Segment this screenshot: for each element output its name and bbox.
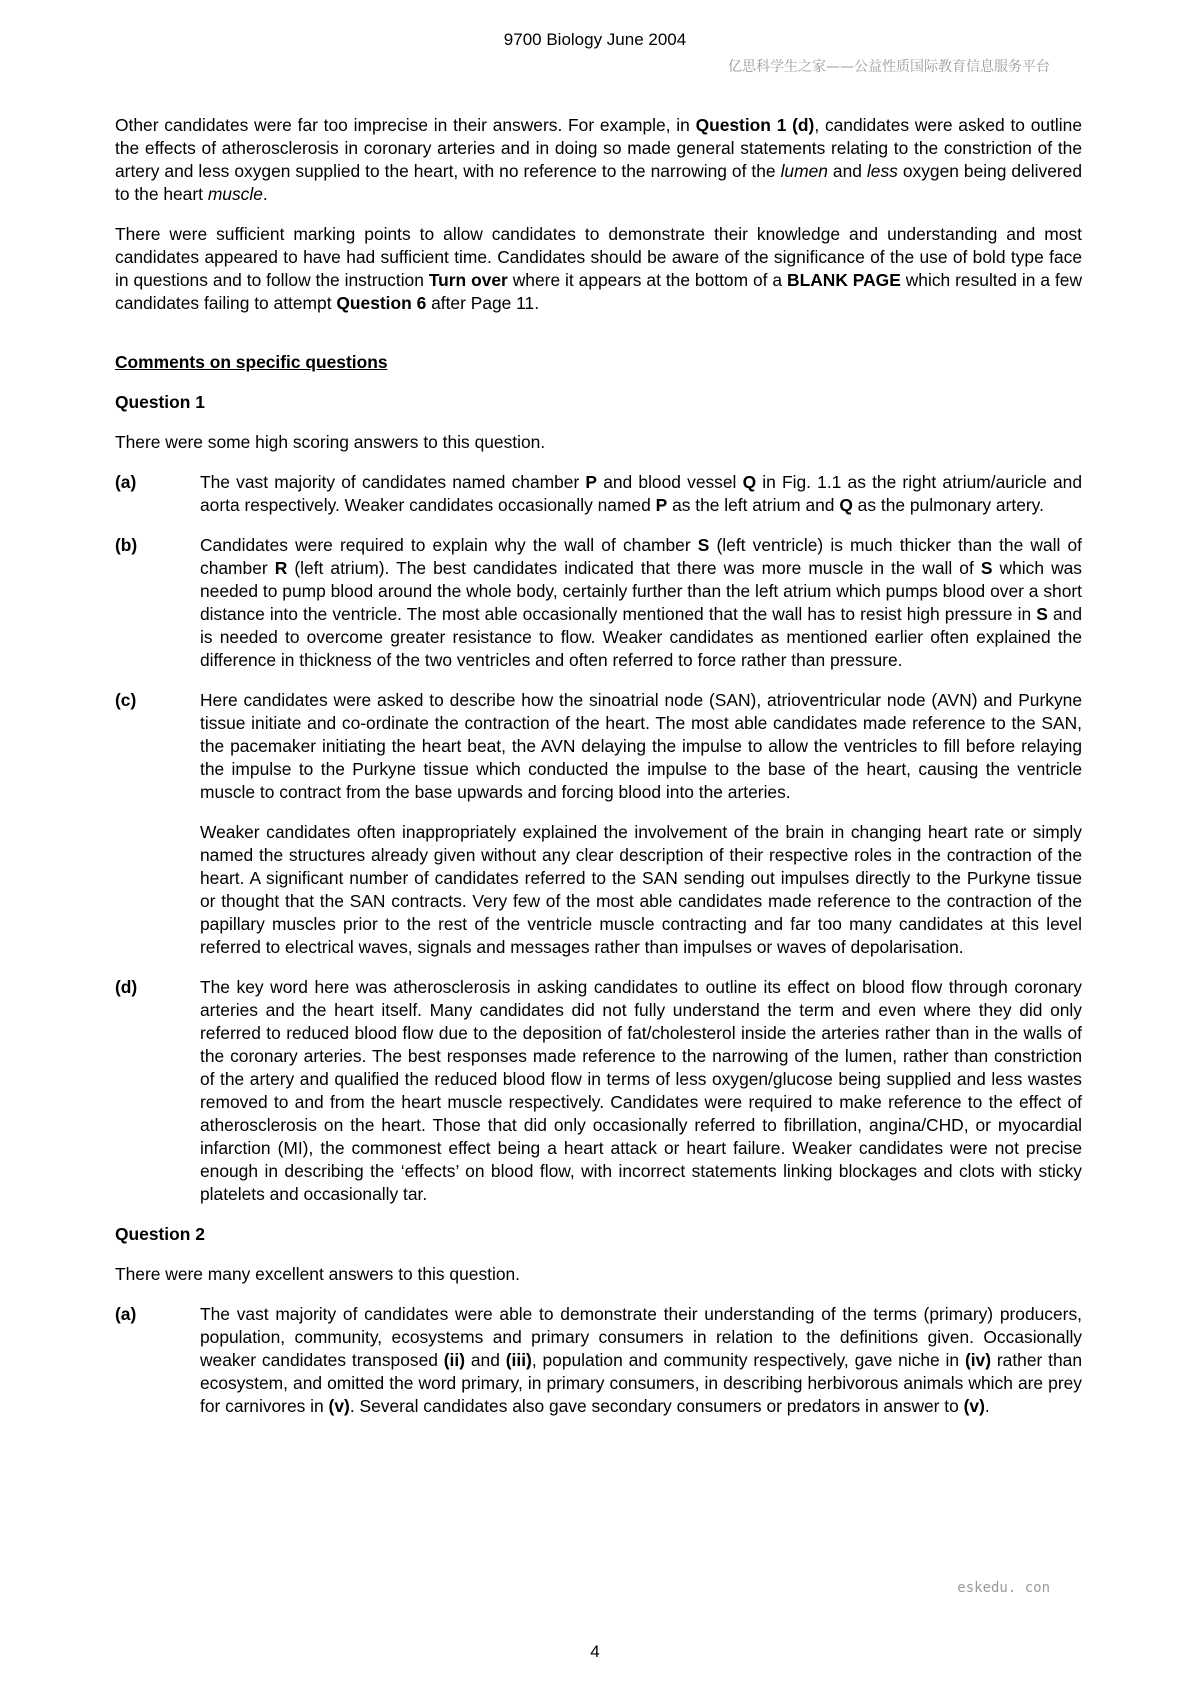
bold-text: Q	[742, 472, 757, 492]
answer-paragraph	[200, 471, 1082, 517]
footer-watermark: eskedu. con	[957, 1580, 1050, 1596]
question-part-label: (a)	[115, 1304, 137, 1324]
text-run: and	[827, 161, 867, 181]
bold-text: (v)	[328, 1396, 350, 1416]
bold-text: (iv)	[964, 1350, 992, 1370]
header-watermark: 亿思科学生之家——公益性质国际教育信息服务平台	[728, 59, 1050, 75]
question-part	[115, 534, 1082, 672]
page-number: 4	[590, 1642, 600, 1661]
question-part-body	[200, 1303, 1082, 1418]
question-part	[115, 1303, 1082, 1418]
document-body	[115, 114, 1082, 1435]
text-run: as the pulmonary artery.	[852, 495, 1044, 515]
italic-text: muscle	[207, 184, 263, 204]
bold-text: BLANK PAGE	[787, 270, 901, 290]
text-run: Candidates were required to explain why the wall of chamber	[200, 535, 698, 555]
intro-paragraph	[115, 223, 1082, 315]
section-heading: Comments on specific questions	[115, 352, 388, 372]
text-run: which resulted in a few candidates failing to attempt	[115, 270, 1083, 313]
text-run: The vast majority of candidates were able to demonstrate their understanding of the terms (primary) producers, population, community, ecosystems and primary consumers in relation to the definitions given. Occasionally weaker candidates transposed	[200, 1304, 1082, 1370]
bold-text: P	[585, 472, 598, 492]
answer-paragraph	[200, 976, 1082, 1206]
question-part-body	[200, 471, 1082, 517]
text-run: and is needed to overcome greater resistance to flow. Weaker candidates as mentioned earlier often explained the difference in thickness of the two ventricles and often referred to force rather than pressure.	[200, 604, 1082, 670]
text-run: where it appears at the bottom of a	[507, 270, 788, 290]
page-header-title: 9700 Biology June 2004	[503, 30, 687, 49]
question-part	[115, 689, 1082, 959]
question-part-label: (a)	[115, 472, 137, 492]
text-run: and	[465, 1350, 506, 1370]
text-run: which was needed to pump blood around the whole body, certainly further than the left atrium which pumps blood over a short distance into the ventricle. The most able occasionally mentioned that the wall has to resist high pressure in	[200, 558, 1082, 624]
text-run: and blood vessel	[597, 472, 743, 492]
questions-section	[115, 391, 1082, 1418]
text-run: There were sufficient marking points to allow candidates to demonstrate their knowledge and understanding and most candidates appeared to have had sufficient time. Candidates should be aware of the significance of the use of bold type face in questions and to follow the instruction	[115, 224, 1082, 290]
question-intro: There were some high scoring answers to this question.	[115, 432, 546, 452]
bold-text: Turn over	[428, 270, 508, 290]
italic-text: lumen	[780, 161, 828, 181]
text-run: The vast majority of candidates named chamber	[200, 472, 586, 492]
question-part-body	[200, 534, 1082, 672]
text-run: .	[984, 1396, 990, 1416]
text-run: Other candidates were far too imprecise in their answers. For example, in	[115, 115, 696, 135]
answer-paragraph	[200, 534, 1082, 672]
bold-text: S	[980, 558, 993, 578]
answer-paragraph	[200, 689, 1082, 804]
answer-paragraph	[200, 1303, 1082, 1418]
question-part-label: (b)	[115, 535, 138, 555]
text-run: after Page 11.	[426, 293, 540, 313]
bold-text: (iii)	[505, 1350, 532, 1370]
text-run: oxygen being delivered to the heart	[115, 161, 1083, 204]
answer-paragraph	[200, 821, 1082, 959]
bold-text: R	[274, 558, 288, 578]
bold-text: S	[697, 535, 710, 555]
question-heading: Question 2	[115, 1224, 205, 1244]
question-part	[115, 471, 1082, 517]
question-heading: Question 1	[115, 392, 205, 412]
text-run: as the left atrium and	[667, 495, 840, 515]
question-part-body	[200, 976, 1082, 1206]
intro-paragraph	[115, 114, 1082, 206]
text-run: Weaker candidates often inappropriately explained the involvement of the brain in changing heart rate or simply named the structures already given without any clear description of their respective roles in the contraction of the heart. A significant number of candidates referred to the SAN sending out impulses directly to the Purkyne tissue or thought that the SAN contracts. Very few of the most able candidates made reference to the contraction of the papillary muscles prior to the rest of the ventricle muscle contracting and far too many candidates at this level referred to electrical waves, signals and messages rather than impulses or waves of depolarisation.	[200, 822, 1082, 957]
text-run: . Several candidates also gave secondary consumers or predators in answer to	[349, 1396, 964, 1416]
bold-text: Question 1 (d)	[695, 115, 815, 135]
question-part	[115, 976, 1082, 1206]
text-run: , candidates were asked to outline the effects of atherosclerosis in coronary arteries and in doing so made general statements relating to the constriction of the artery and less oxygen supplied to the heart, with no reference to the narrowing of the	[115, 115, 1082, 181]
intro-section	[115, 114, 1082, 315]
bold-text: P	[655, 495, 668, 515]
bold-text: (ii)	[443, 1350, 466, 1370]
text-run: , population and community respectively, gave niche in	[531, 1350, 965, 1370]
bold-text: Q	[839, 495, 853, 515]
text-run: (left ventricle) is much thicker than the wall of chamber	[200, 535, 1082, 578]
question-part-body	[200, 689, 1082, 959]
text-run: Here candidates were asked to describe how the sinoatrial node (SAN), atrioventricular node (AVN) and Purkyne tissue initiate and co-ordinate the contraction of the heart. The most able candidates made reference to the SAN, the pacemaker initiating the heart beat, the AVN delaying the impulse to allow the ventricles to fill before relaying the impulse to the Purkyne tissue which conducted the impulse to the base of the heart, causing the ventricle muscle to contract from the base upwards and forcing blood into the arteries.	[200, 690, 1082, 802]
text-run: (left atrium). The best candidates indicated that there was more muscle in the wall of	[287, 558, 981, 578]
text-run: The key word here was atherosclerosis in asking candidates to outline its effect on blood flow through coronary arteries and the heart itself. Many candidates did not fully understand the term and even where they did only referred to reduced blood flow due to the deposition of fat/cholesterol inside the arteries rather than in the walls of the coronary arteries. The best responses made reference to the narrowing of the lumen, rather than constriction of the artery and qualified the reduced blood flow in terms of less oxygen/glucose being supplied and less wastes removed to and from the heart muscle respectively. Candidates were required to make reference to the effect of atherosclerosis on the heart. Those that did only occasionally referred to fibrillation, angina/CHD, or myocardial infarction (MI), the commonest effect being a heart attack or heart failure. Weaker candidates were not precise enough in describing the ‘effects’ on blood flow, with incorrect statements linking blockages and clots with sticky platelets and occasionally tar.	[200, 977, 1082, 1204]
text-run: rather than ecosystem, and omitted the word primary, in primary consumers, in describing herbivorous animals which are prey for carnivores in	[200, 1350, 1082, 1416]
italic-text: less	[866, 161, 898, 181]
bold-text: Question 6	[336, 293, 427, 313]
question-part-label: (c)	[115, 690, 137, 710]
bold-text: S	[1036, 604, 1048, 624]
text-run: .	[262, 184, 268, 204]
bold-text: (v)	[963, 1396, 985, 1416]
question-part-label: (d)	[115, 977, 138, 997]
text-run: in Fig. 1.1 as the right atrium/auricle and aorta respectively. Weaker candidates occasionally named	[200, 472, 1082, 515]
question-intro: There were many excellent answers to this question.	[115, 1264, 521, 1284]
